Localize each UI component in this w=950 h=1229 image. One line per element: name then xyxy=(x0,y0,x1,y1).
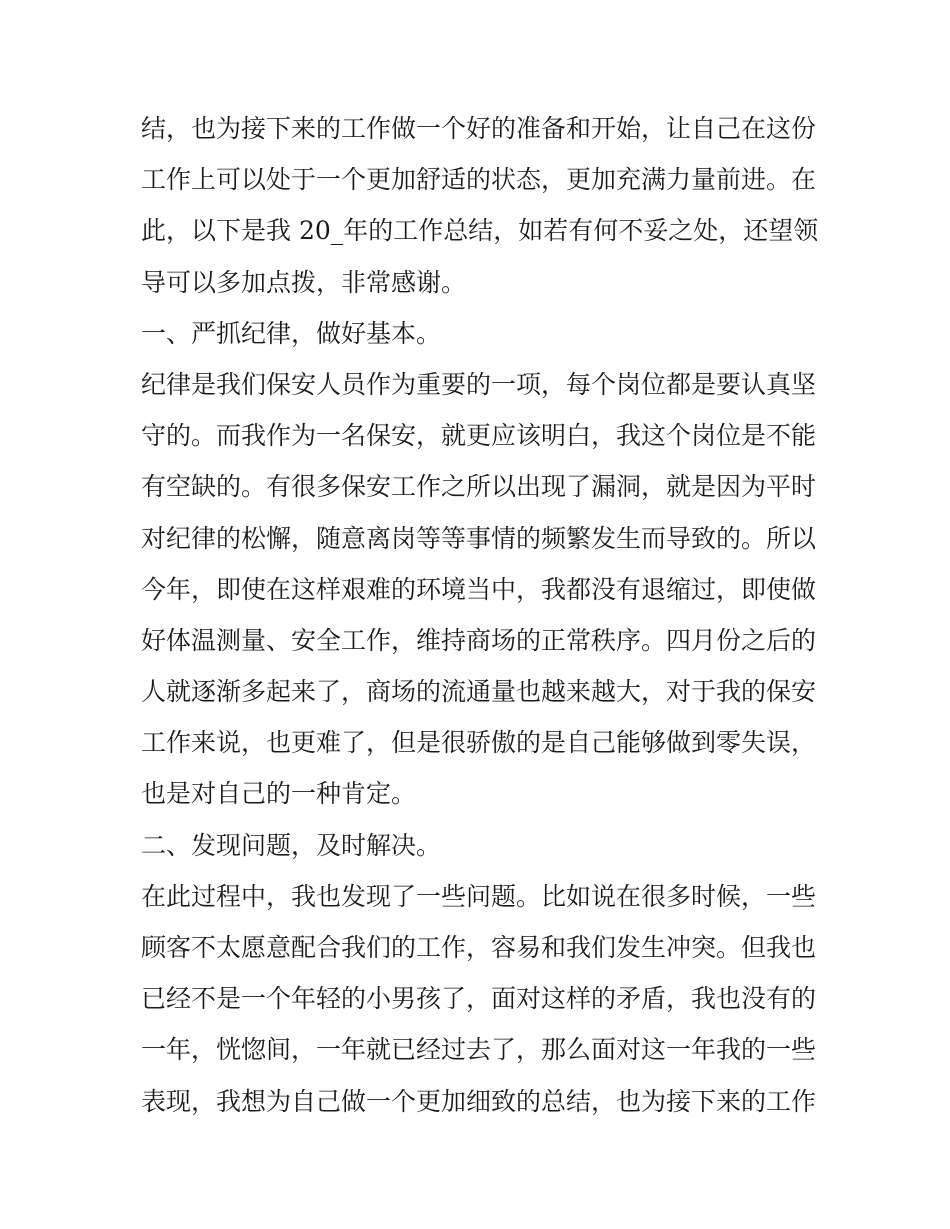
text-line: 人就逐渐多起来了，商场的流通量也越来越大，对于我的保安 xyxy=(141,677,817,707)
text-line: 顾客不太愿意配合我们的工作，容易和我们发生冲突。但我也 xyxy=(141,933,817,962)
text-line: 此，以下是我 20_年的工作总结，如若有何不妥之处，还望领 xyxy=(141,216,819,246)
text-line: 工作来说，也更难了，但是很骄傲的是自己能够做到零失误， xyxy=(141,728,817,758)
text-line: 也是对自己的一种肯定。 xyxy=(141,779,417,809)
text-line: 表现，我想为自己做一个更加细致的总结，也为接下来的工作 xyxy=(141,1086,817,1116)
section-heading-2: 二、发现问题，及时解决。 xyxy=(141,830,442,860)
section-heading-1: 一、严抓纪律，做好基本。 xyxy=(141,318,442,348)
text-line: 纪律是我们保安人员作为重要的一项，每个岗位都是要认真坚 xyxy=(141,369,817,399)
text-line: 守的。而我作为一名保安，就更应该明白，我这个岗位是不能 xyxy=(141,421,817,451)
text-line: 对纪律的松懈，随意离岗等等事情的频繁发生而导致的。所以 xyxy=(141,523,817,553)
document-body xyxy=(141,103,821,1127)
text-line: 有空缺的。有很多保安工作之所以出现了漏洞，就是因为平时 xyxy=(141,472,817,502)
text-line: 一年，恍惚间，一年就已经过去了，那么面对这一年我的一些 xyxy=(141,1035,817,1065)
text-line: 今年，即使在这样艰难的环境当中，我都没有退缩过，即使做 xyxy=(141,574,817,604)
text-line: 好体温测量、安全工作，维持商场的正常秩序。四月份之后的 xyxy=(141,625,817,655)
text-line: 工作上可以处于一个更加舒适的状态，更加充满力量前进。在 xyxy=(141,165,817,195)
text-line: 导可以多加点拨，非常感谢。 xyxy=(141,267,467,297)
text-line: 已经不是一个年轻的小男孩了，面对这样的矛盾，我也没有的 xyxy=(141,984,817,1014)
text-line: 结，也为接下来的工作做一个好的准备和开始，让自己在这份 xyxy=(141,114,817,143)
text-line: 在此过程中，我也发现了一些问题。比如说在很多时候，一些 xyxy=(141,881,817,911)
